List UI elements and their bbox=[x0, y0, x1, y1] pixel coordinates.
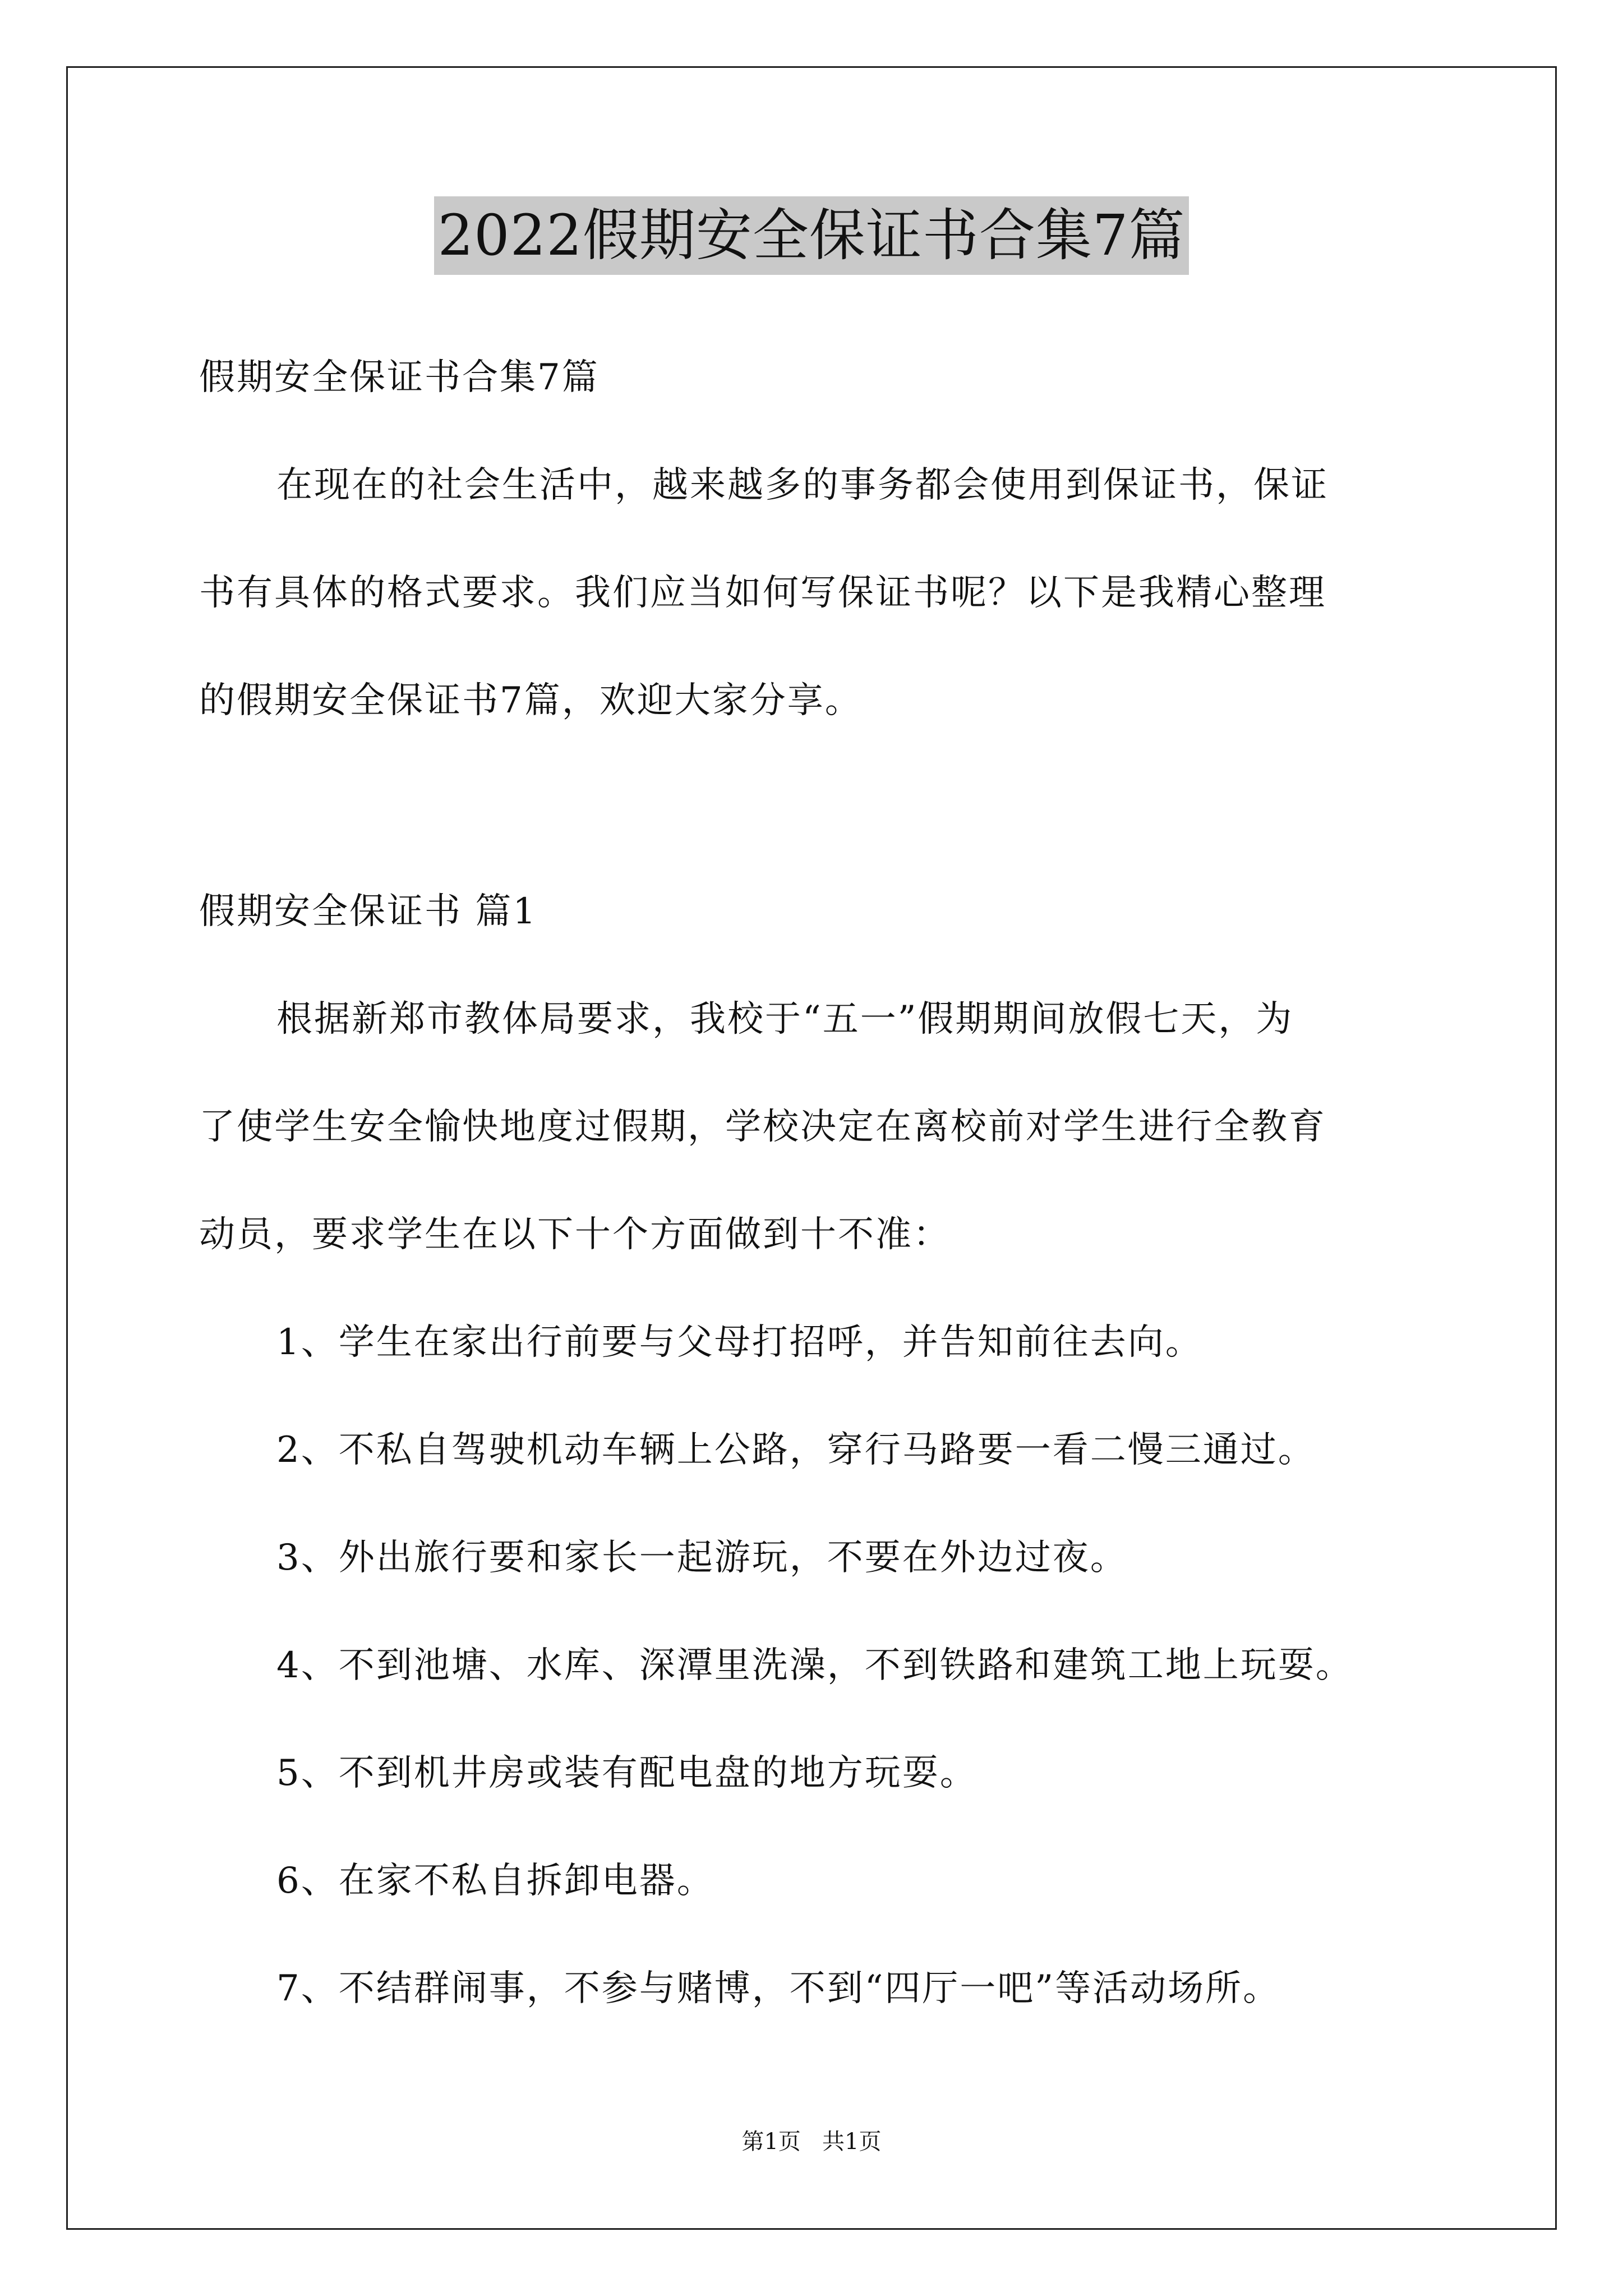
list-item: 6、在家不私自拆卸电器。 bbox=[276, 1860, 714, 1902]
document-subtitle: 假期安全保证书合集7篇 bbox=[199, 357, 600, 398]
list-item: 2、不私自驾驶机动车辆上公路，穿行马路要一看二慢三通过。 bbox=[276, 1429, 1316, 1471]
list-item: 4、不到池塘、水库、深潭里洗澡，不到铁路和建筑工地上玩耍。 bbox=[276, 1645, 1353, 1686]
title-wrap bbox=[0, 196, 1623, 275]
intro-line: 书有具体的格式要求。我们应当如何写保证书呢？以下是我精心整理 bbox=[199, 572, 1326, 614]
list-item: 5、不到机井房或装有配电盘的地方玩耍。 bbox=[276, 1752, 978, 1794]
section-line: 根据新郑市教体局要求，我校于“五一”假期期间放假七天，为 bbox=[276, 999, 1294, 1040]
list-item: 7、不结群闹事，不参与赌博，不到“四厅一吧”等活动场所。 bbox=[276, 1968, 1281, 2009]
section-line: 了使学生安全愉快地度过假期，学校决定在离校前对学生进行全教育 bbox=[199, 1106, 1326, 1148]
list-item: 1、学生在家出行前要与父母打招呼，并告知前往去向。 bbox=[276, 1322, 1203, 1363]
section-heading: 假期安全保证书 篇1 bbox=[199, 891, 538, 932]
document-title: 2022假期安全保证书合集7篇 bbox=[434, 196, 1188, 275]
intro-line: 在现在的社会生活中，越来越多的事务都会使用到保证书，保证 bbox=[276, 464, 1329, 506]
list-item: 3、外出旅行要和家长一起游玩，不要在外边过夜。 bbox=[276, 1537, 1128, 1579]
page-footer: 第1页 共1页 bbox=[741, 2129, 882, 2155]
section-line: 动员，要求学生在以下十个方面做到十不准： bbox=[199, 1214, 951, 1255]
intro-line: 的假期安全保证书7篇，欢迎大家分享。 bbox=[199, 680, 863, 721]
